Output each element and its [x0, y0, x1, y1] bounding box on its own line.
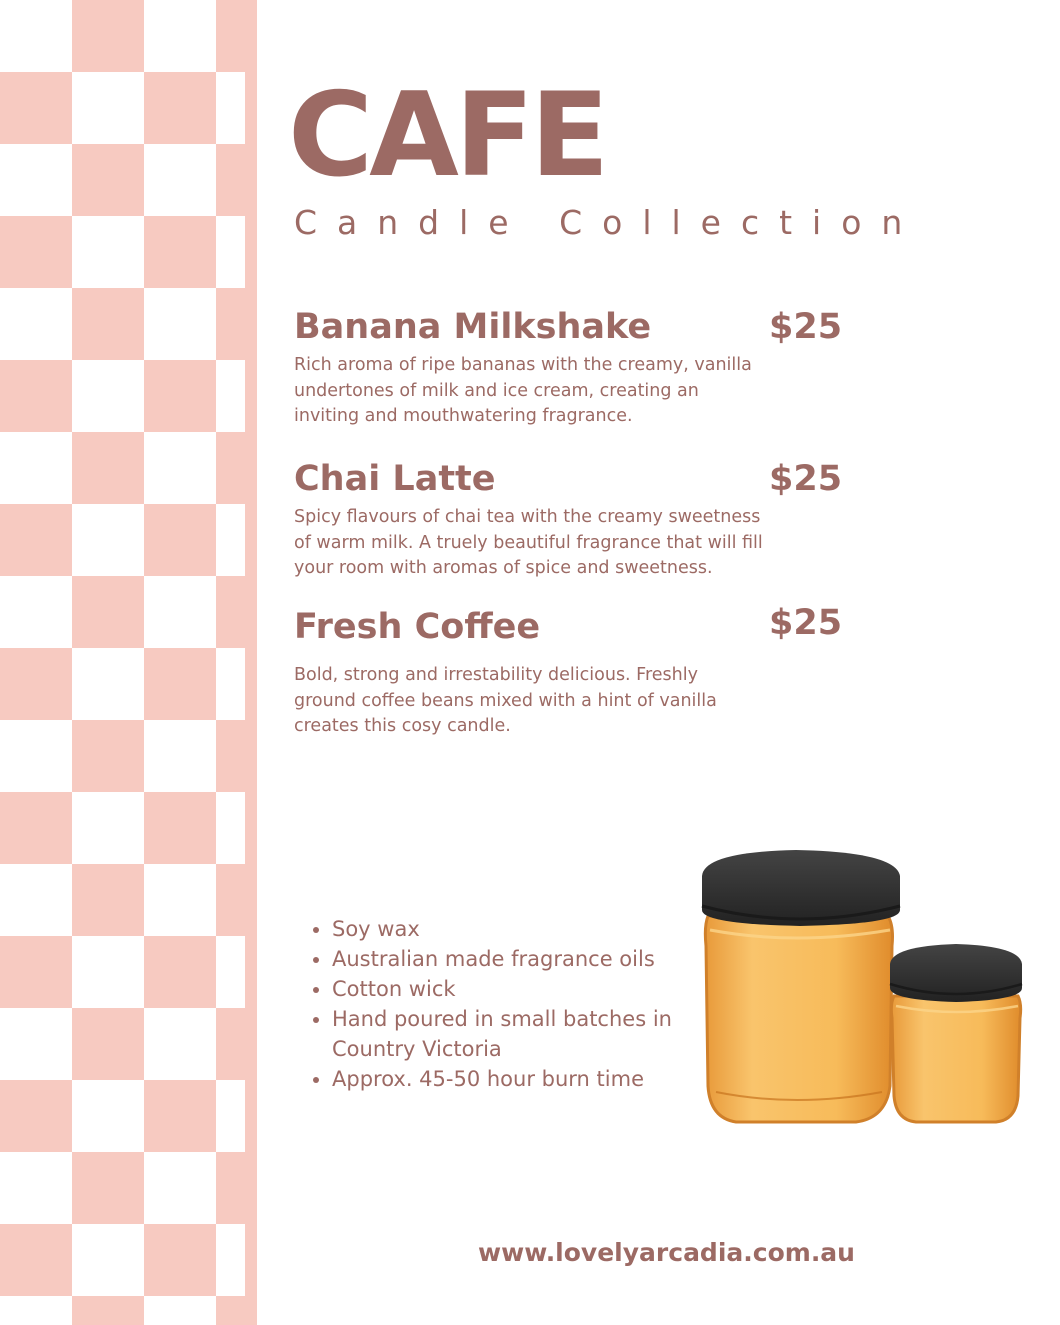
- feature-item: • Approx. 45-50 hour burn time: [332, 1064, 712, 1094]
- small-jar: [890, 944, 1022, 1122]
- feature-item: • Hand poured in small batches in Country Victoria: [332, 1004, 712, 1064]
- page-title: CAFE: [288, 68, 606, 203]
- website-link[interactable]: www.lovelyarcadia.com.au: [478, 1238, 855, 1267]
- item-description: Rich aroma of ripe bananas with the creamy, vanilla undertones of milk and ice cream, creating an inviting and mouthwatering fragrance.: [294, 355, 752, 427]
- item-name: Chai Latte: [294, 459, 496, 499]
- item-description: Spicy flavours of chai tea with the creamy sweetness of warm milk. A truely beautiful fragrance that will fill your room with aromas of spice and sweetness.: [294, 507, 763, 579]
- item-price: $25: [769, 459, 843, 499]
- item-price: $25: [769, 603, 843, 643]
- menu-item-chai-latte: [294, 459, 854, 582]
- feature-item: • Australian made fragrance oils: [332, 944, 712, 974]
- menu-item-banana-milkshake: [294, 307, 854, 430]
- page-subtitle: Candle Collection: [294, 203, 923, 242]
- feature-item: • Cotton wick: [332, 974, 712, 1004]
- feature-item: • Soy wax: [332, 914, 712, 944]
- checkered-border: [0, 0, 257, 1325]
- item-description: Bold, strong and irrestability delicious. Freshly ground coffee beans mixed with a hint of vanilla creates this cosy candle.: [294, 665, 717, 737]
- item-name: Banana Milkshake: [294, 307, 652, 347]
- item-price: $25: [769, 307, 843, 347]
- menu-item-fresh-coffee: [294, 603, 854, 740]
- features-list: [312, 914, 712, 1094]
- large-jar: [702, 850, 900, 1122]
- candle-jars-icon: [696, 846, 1026, 1131]
- item-name: Fresh Coffee: [294, 607, 541, 647]
- checkered-border-edge: [245, 0, 257, 1325]
